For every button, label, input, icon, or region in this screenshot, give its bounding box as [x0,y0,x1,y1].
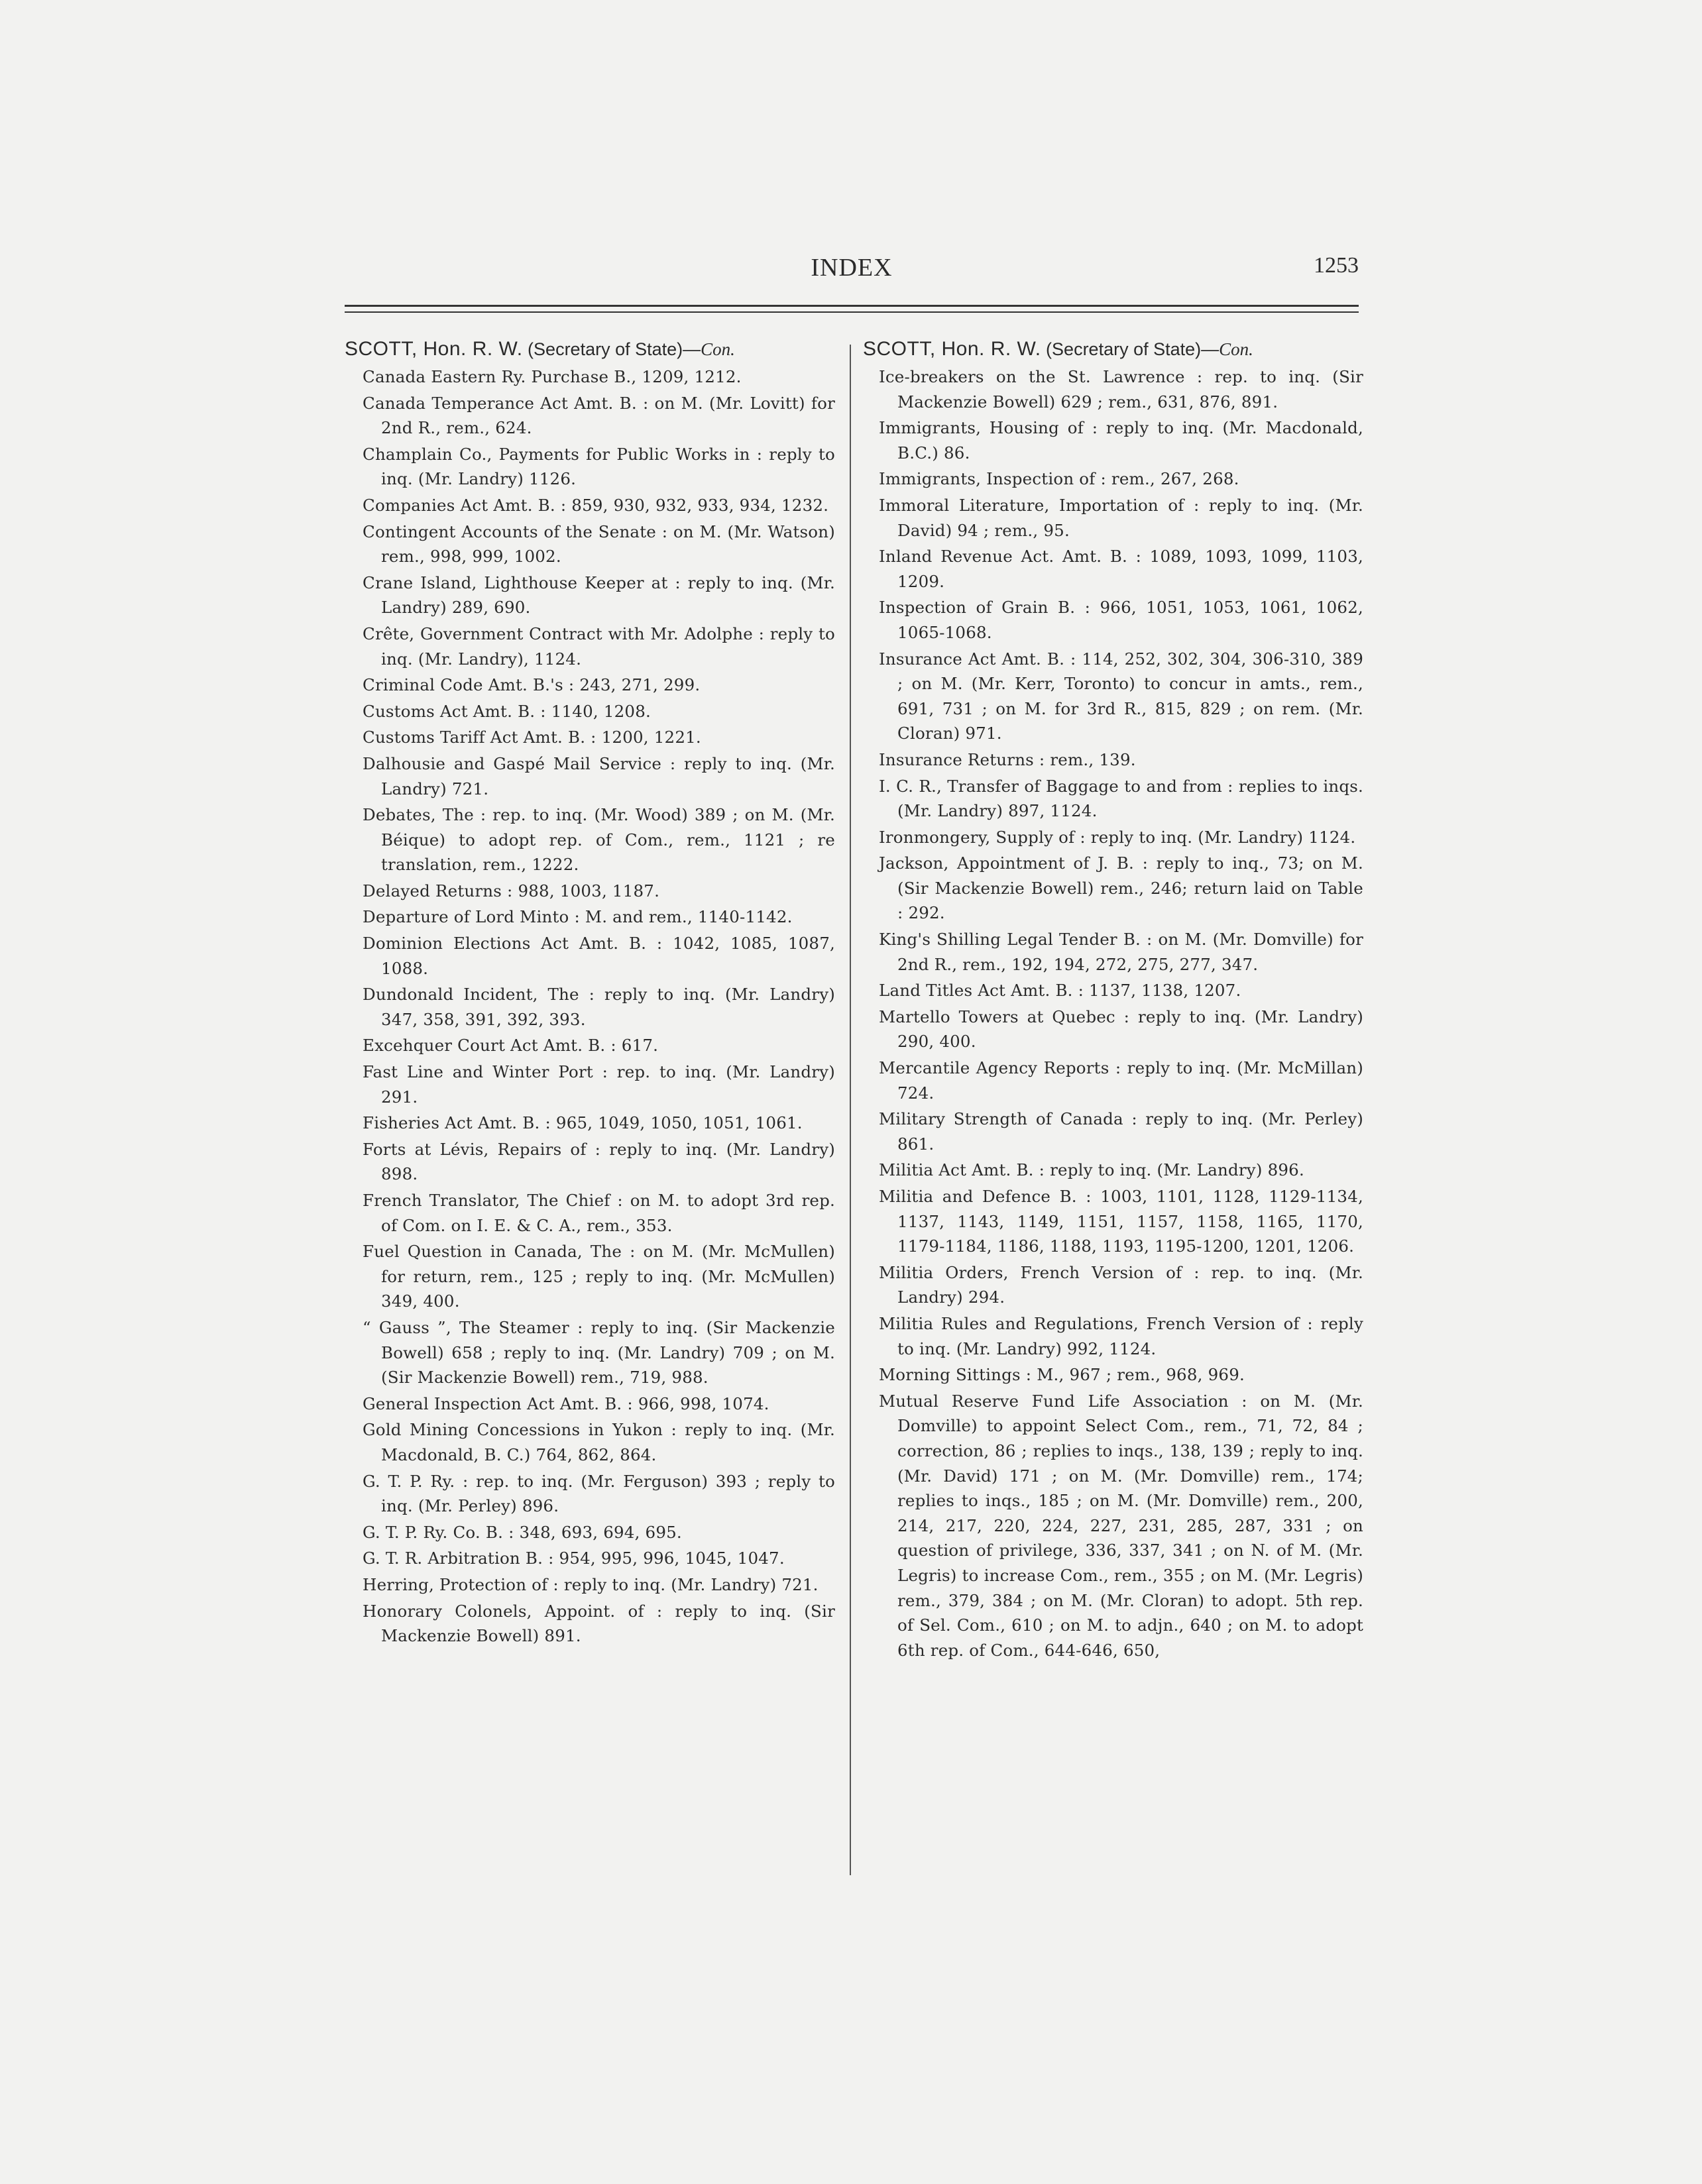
index-entry: Gold Mining Concessions in Yukon : reply to inq. (Mr. Macdonald, B. C.) 764, 862, 864. [363,1420,835,1464]
index-entry: Fuel Question in Canada, The : on M. (Mr. McMullen) for return, rem., 125 ; reply to inq. (Mr. McMullen) 349, 400. [363,1242,835,1311]
index-entry: Ironmongery, Supply of : reply to inq. (Mr. Landry) 1124. [879,827,1356,847]
index-entry: Fisheries Act Amt. B. : 965, 1049, 1050, 1051, 1061. [363,1113,803,1133]
index-entry: Herring, Protection of : reply to inq. (Mr. Landry) 721. [363,1574,819,1594]
index-entry: Jackson, Appointment of J. B. : reply to inq., 73; on M. (Sir Mackenzie Bowell) rem., 246; return laid on Table : 292. [879,853,1363,923]
index-entry: French Translator, The Chief : on M. to adopt 3rd rep. of Com. on I. E. & C. A., rem., 353. [363,1191,835,1235]
index-entry: Delayed Returns : 988, 1003, 1187. [363,881,660,901]
index-entry: Immigrants, Housing of : reply to inq. (Mr. Macdonald, B.C.) 86. [879,418,1363,463]
page-number: 1253 [1314,253,1359,278]
heading-continued: Con. [701,339,735,359]
index-entry: Immoral Literature, Importation of : reply to inq. (Mr. David) 94 ; rem., 95. [879,495,1363,540]
index-entry: Debates, The : rep. to inq. (Mr. Wood) 389 ; on M. (Mr. Béique) to adopt rep. of Com., rem., 1121 ; re translation, rem., 1222. [363,805,835,875]
index-entry: G. T. P. Ry. : rep. to inq. (Mr. Ferguson) 393 ; reply to inq. (Mr. Perley) 896. [363,1471,835,1516]
header-rule-top [345,305,1359,307]
index-entry: Militia Orders, French Version of : rep. to inq. (Mr. Landry) 294. [879,1262,1363,1307]
left-entry-list [345,364,835,1649]
header-rule-bottom [345,311,1359,313]
index-entry: G. T. P. Ry. Co. B. : 348, 693, 694, 695. [363,1522,682,1542]
index-entry: Militia and Defence B. : 1003, 1101, 1128, 1129-1134, 1137, 1143, 1149, 1151, 1157, 1158, 1165, 1170, 1179-1184, 1186, 1188, 1193, 1195-1200, 1201, 1206. [879,1187,1363,1256]
page-title: INDEX [811,254,893,282]
index-entry: Ice-breakers on the St. Lawrence : rep. to inq. (Sir Mackenzie Bowell) 629 ; rem., 631, 876, 891. [879,367,1363,411]
index-entry: Morning Sittings : M., 967 ; rem., 968, 969. [879,1365,1245,1385]
index-entry: G. T. R. Arbitration B. : 954, 995, 996, 1045, 1047. [363,1549,785,1568]
heading-role: (Secretary of State)— [522,339,701,359]
index-entry: Military Strength of Canada : reply to inq. (Mr. Perley) 861. [879,1109,1363,1154]
index-entry: Martello Towers at Quebec : reply to inq. (Mr. Landry) 290, 400. [879,1007,1363,1052]
heading-continued: Con. [1219,339,1253,359]
index-entry: Criminal Code Amt. B.'s : 243, 271, 299. [363,675,701,695]
index-entry: Insurance Returns : rem., 139. [879,749,1136,769]
right-column [863,337,1363,1664]
index-entry: “ Gauss ”, The Steamer : reply to inq. (Sir Mackenzie Bowell) 658 ; reply to inq. (Mr. Landry) 709 ; on M. (Sir Mackenzie Bowell) rem., 719, 988. [363,1317,835,1388]
index-entry: Dominion Elections Act Amt. B. : 1042, 1085, 1087, 1088. [363,934,835,978]
index-entry: Inland Revenue Act. Amt. B. : 1089, 1093, 1099, 1103, 1209. [879,547,1363,591]
index-entry: Customs Act Amt. B. : 1140, 1208. [363,701,651,721]
running-head [345,253,1359,293]
heading-role: (Secretary of State)— [1041,339,1220,359]
index-entry: Militia Rules and Regulations, French Version of : reply to inq. (Mr. Landry) 992, 1124. [879,1313,1363,1358]
index-entry: Crête, Government Contract with Mr. Adolphe : reply to inq. (Mr. Landry), 1124. [363,624,835,669]
index-entry: Champlain Co., Payments for Public Works in : reply to inq. (Mr. Landry) 1126. [363,444,835,489]
index-entry: Customs Tariff Act Amt. B. : 1200, 1221. [363,728,701,747]
heading-name: SCOTT, Hon. R. W. [863,338,1041,360]
index-entry: Contingent Accounts of the Senate : on M. (Mr. Watson) rem., 998, 999, 1002. [363,521,835,567]
index-entry: Canada Eastern Ry. Purchase B., 1209, 1212. [363,367,742,386]
index-entry: Crane Island, Lighthouse Keeper at : reply to inq. (Mr. Landry) 289, 690. [363,573,835,618]
right-column-heading [863,337,1363,362]
index-entry: Mercantile Agency Reports : reply to inq. (Mr. McMillan) 724. [879,1058,1363,1103]
index-entry: Land Titles Act Amt. B. : 1137, 1138, 1207. [879,981,1241,1001]
index-entry: Forts at Lévis, Repairs of : reply to inq. (Mr. Landry) 898. [363,1139,835,1184]
index-entry: Mutual Reserve Fund Life Association : on M. (Mr. Domville) to appoint Select Com., rem., 71, 72, 84 ; correction, 86 ; replies to inqs., 138, 139 ; reply to inq. (Mr. David) 171 ; on M. (Mr. Domville) rem., 174; replies to inqs., 185 ; on M. (Mr. Domville) rem., 200, 214, 217, 220, 224, 227, 231, 285, 287, 331 ; on question of privilege, 336, 337, 341 ; on N. of M. (Mr. Legris) to increase Com., rem., 355 ; on M. (Mr. Legris) rem., 379, 384 ; on M. (Mr. Cloran) to adopt. 5th rep. of Sel. Com., 610 ; on M. to adjn., 640 ; on M. to adopt 6th rep. of Com., 644-646, 650, [879,1391,1363,1660]
index-entry: King's Shilling Legal Tender B. : on M. (Mr. Domville) for 2nd R., rem., 192, 194, 272, 275, 277, 347. [879,930,1363,974]
left-column [345,337,835,1650]
column-divider [850,345,851,1875]
left-column-heading [345,337,835,362]
index-entry: Immigrants, Inspection of : rem., 267, 268. [879,469,1239,489]
index-entry: Insurance Act Amt. B. : 114, 252, 302, 304, 306-310, 389 ; on M. (Mr. Kerr, Toronto) to concur in amts., rem., 691, 731 ; on M. for 3rd R., 815, 829 ; on rem. (Mr. Cloran) 971. [879,649,1363,743]
index-entry: Dundonald Incident, The : reply to inq. (Mr. Landry) 347, 358, 391, 392, 393. [363,985,835,1029]
index-entry: General Inspection Act Amt. B. : 966, 998, 1074. [363,1393,769,1413]
index-entry: Inspection of Grain B. : 966, 1051, 1053, 1061, 1062, 1065-1068. [879,598,1363,642]
index-entry: I. C. R., Transfer of Baggage to and from : replies to inqs. (Mr. Landry) 897, 1124. [879,776,1363,821]
index-entry: Canada Temperance Act Amt. B. : on M. (Mr. Lovitt) for 2nd R., rem., 624. [363,393,835,438]
index-entry: Militia Act Amt. B. : reply to inq. (Mr. Landry) 896. [879,1160,1304,1180]
index-entry: Dalhousie and Gaspé Mail Service : reply to inq. (Mr. Landry) 721. [363,753,835,798]
index-entry: Honorary Colonels, Appoint. of : reply to inq. (Sir Mackenzie Bowell) 891. [363,1601,835,1646]
heading-name: SCOTT, Hon. R. W. [345,338,523,360]
index-entry: Companies Act Amt. B. : 859, 930, 932, 933, 934, 1232. [363,495,829,515]
index-entry: Excehquer Court Act Amt. B. : 617. [363,1036,659,1056]
index-entry: Fast Line and Winter Port : rep. to inq. (Mr. Landry) 291. [363,1062,835,1107]
right-entry-list [863,364,1363,1663]
index-entry: Departure of Lord Minto : M. and rem., 1140-1142. [363,907,793,927]
